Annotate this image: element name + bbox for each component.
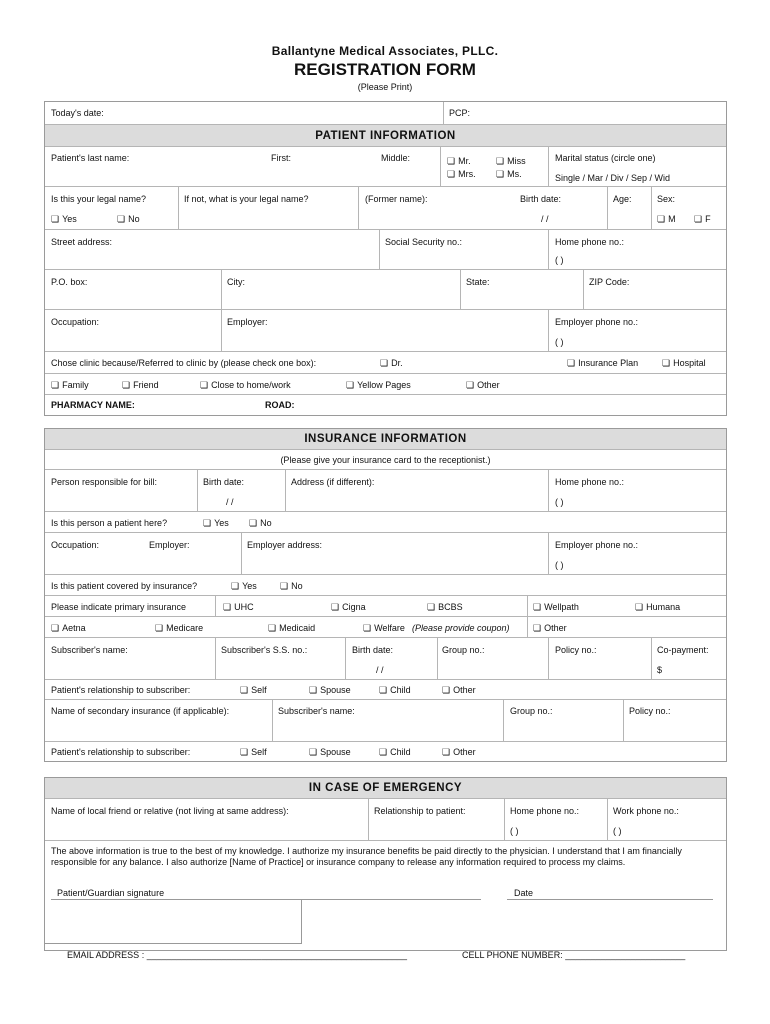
pcp-label[interactable]: PCP: (449, 108, 471, 118)
referral-options-row (45, 373, 726, 394)
policy-no-label[interactable]: Policy no.: (555, 645, 597, 655)
legal-name-label: Is this your legal name? (51, 194, 147, 204)
insurance-other-checkbox[interactable]: ❏ Other (533, 623, 567, 634)
ssn-label[interactable]: Social Security no.: (385, 237, 463, 247)
referral-friend-checkbox[interactable]: ❏ Friend (122, 380, 159, 391)
referral-other-checkbox[interactable]: ❏ Other (466, 380, 500, 391)
legal-name-no-checkbox[interactable]: ❏ No (117, 214, 140, 225)
signature-label: Patient/Guardian signature (57, 888, 165, 898)
referral-insurance-plan-checkbox[interactable]: ❏ Insurance Plan (567, 358, 638, 369)
referral-hospital-checkbox[interactable]: ❏ Hospital (662, 358, 706, 369)
statement-row (45, 840, 726, 950)
covered-no-checkbox[interactable]: ❏ No (280, 581, 303, 592)
patient-section (44, 101, 727, 416)
title-mrs-checkbox[interactable]: ❏ Mrs. (447, 169, 476, 180)
former-name-field[interactable]: (Former name): (365, 194, 428, 204)
insurance-aetna-checkbox[interactable]: ❏ Aetna (51, 623, 86, 634)
birth-date-slashes: / / (541, 214, 549, 224)
home-phone-label[interactable]: Home phone no.: (555, 237, 625, 247)
primary-insurance-label: Please indicate primary insurance (51, 602, 187, 612)
zip-label[interactable]: ZIP Code: (589, 277, 630, 287)
insured-occupation-label[interactable]: Occupation: (51, 540, 100, 550)
insurance-note: (Please give your insurance card to the receptionist.) (280, 455, 491, 465)
date-label: Date (514, 888, 534, 898)
covered-row (45, 574, 726, 595)
insurance-medicare-checkbox[interactable]: ❏ Medicare (155, 623, 203, 634)
emergency-section (44, 777, 727, 951)
emergency-friend-label[interactable]: Name of local friend or relative (not living at same address): (51, 806, 289, 816)
insurance-section-title: INSURANCE INFORMATION (45, 429, 726, 449)
city-label[interactable]: City: (227, 277, 245, 287)
emergency-relationship-label[interactable]: Relationship to patient: (374, 806, 466, 816)
cell-phone-field[interactable]: CELL PHONE NUMBER: ________________________ (462, 950, 686, 960)
insured-employer-label[interactable]: Employer: (149, 540, 190, 550)
insured-occupation-row (45, 532, 726, 574)
relationship-row (45, 679, 726, 699)
insured-employer-phone-parens: ( ) (555, 560, 564, 570)
insurance-medicaid-checkbox[interactable]: ❏ Medicaid (268, 623, 315, 634)
insurance-uhc-checkbox[interactable]: ❏ UHC (223, 602, 254, 613)
employer-label[interactable]: Employer: (227, 317, 268, 327)
employer-phone-label[interactable]: Employer phone no.: (555, 317, 639, 327)
email-address-field[interactable]: EMAIL ADDRESS : ____________________________________________________ (67, 950, 407, 960)
date-line[interactable] (507, 899, 713, 900)
emergency-home-phone-parens: ( ) (510, 826, 519, 836)
emergency-work-phone-label[interactable]: Work phone no.: (613, 806, 679, 816)
signature-box[interactable] (45, 899, 302, 944)
responsible-row (45, 469, 726, 511)
marital-status-options[interactable]: Single / Mar / Div / Sep / Wid (555, 173, 671, 183)
street-row (45, 229, 726, 269)
insurance-wellpath-checkbox[interactable]: ❏ Wellpath (533, 602, 579, 613)
secondary-relationship-row (45, 741, 726, 761)
secondary-child-checkbox[interactable]: ❏ Child (379, 747, 411, 758)
insured-employer-address-label[interactable]: Employer address: (247, 540, 323, 550)
welfare-note: (Please provide coupon) (412, 623, 510, 633)
sex-m-checkbox[interactable]: ❏ M (657, 214, 676, 225)
pharmacy-row (45, 394, 726, 415)
todays-date-label[interactable]: Today's date: (51, 108, 104, 118)
insurance-humana-checkbox[interactable]: ❏ Humana (635, 602, 680, 613)
authorization-statement: The above information is true to the best of my knowledge. I authorize my insurance benefits be paid directly to the physician. I understand that I am financially responsible for any balance. I also authorize [Name of Practice] or insurance company to release any information required to process my claims. (51, 846, 682, 867)
insured-employer-phone-label[interactable]: Employer phone no.: (555, 540, 639, 550)
responsible-birth-date-label[interactable]: Birth date: (203, 477, 245, 487)
subscriber-birth-date-slashes: / / (376, 665, 384, 675)
relationship-spouse-checkbox[interactable]: ❏ Spouse (309, 685, 351, 696)
legal-name-yes-checkbox[interactable]: ❏ Yes (51, 214, 77, 225)
emergency-work-phone-parens: ( ) (613, 826, 622, 836)
insurance-note-row (45, 449, 726, 469)
referral-dr-checkbox[interactable]: ❏ Dr. (380, 358, 403, 369)
secondary-self-checkbox[interactable]: ❏ Self (240, 747, 267, 758)
secondary-insurance-row (45, 699, 726, 741)
secondary-insurance-label[interactable]: Name of secondary insurance (if applicable): (51, 706, 230, 716)
referral-yellow-pages-checkbox[interactable]: ❏ Yellow Pages (346, 380, 411, 391)
middle-name-label[interactable]: Middle: (381, 153, 411, 163)
secondary-subscriber-name-label[interactable]: Subscriber's name: (278, 706, 355, 716)
last-name-label[interactable]: Patient's last name: (51, 153, 130, 163)
emergency-section-title: IN CASE OF EMERGENCY (45, 778, 726, 798)
emergency-home-phone-label[interactable]: Home phone no.: (510, 806, 580, 816)
responsible-home-phone-label[interactable]: Home phone no.: (555, 477, 625, 487)
referral-family-checkbox[interactable]: ❏ Family (51, 380, 89, 391)
insurance-section (44, 428, 727, 762)
covered-label: Is this patient covered by insurance? (51, 581, 198, 591)
legal-name-row (45, 186, 726, 229)
responsible-home-phone-parens: ( ) (555, 497, 564, 507)
title-miss-checkbox[interactable]: ❏ Miss (496, 156, 526, 167)
subscriber-birth-date-label[interactable]: Birth date: (352, 645, 394, 655)
is-patient-row (45, 511, 726, 532)
insurance-bcbs-checkbox[interactable]: ❏ BCBS (427, 602, 463, 613)
occupation-label[interactable]: Occupation: (51, 317, 100, 327)
first-name-label[interactable]: First: (271, 153, 291, 163)
name-row (45, 146, 726, 186)
marital-status-label: Marital status (circle one) (555, 153, 656, 163)
insurance-welfare-checkbox[interactable]: ❏ Welfare (363, 623, 405, 634)
form-title: REGISTRATION FORM (294, 60, 476, 79)
birth-date-label[interactable]: Birth date: (520, 194, 562, 204)
responsible-label[interactable]: Person responsible for bill: (51, 477, 158, 487)
secondary-relationship-label: Patient's relationship to subscriber: (51, 747, 191, 757)
title-ms-checkbox[interactable]: ❏ Ms. (496, 169, 522, 180)
insurance-cigna-checkbox[interactable]: ❏ Cigna (331, 602, 366, 613)
responsible-birth-date-slashes: / / (226, 497, 234, 507)
copayment-label[interactable]: Co-payment: (657, 645, 709, 655)
covered-yes-checkbox[interactable]: ❏ Yes (231, 581, 257, 592)
subscriber-row (45, 637, 726, 679)
age-label[interactable]: Age: (613, 194, 632, 204)
state-label[interactable]: State: (466, 277, 490, 287)
group-no-label[interactable]: Group no.: (442, 645, 485, 655)
chose-clinic-label: Chose clinic because/Referred to clinic by (please check one box): (51, 358, 317, 368)
sex-label: Sex: (657, 194, 676, 204)
secondary-spouse-checkbox[interactable]: ❏ Spouse (309, 747, 351, 758)
secondary-policy-no-label[interactable]: Policy no.: (629, 706, 671, 716)
pharmacy-road-label[interactable]: ROAD: (265, 400, 295, 410)
title-mr-checkbox[interactable]: ❏ Mr. (447, 156, 471, 167)
relationship-label: Patient's relationship to subscriber: (51, 685, 191, 695)
insurance-types-row (45, 616, 726, 637)
legal-name-field[interactable]: If not, what is your legal name? (184, 194, 309, 204)
sex-f-checkbox[interactable]: ❏ F (694, 214, 711, 225)
relationship-other-checkbox[interactable]: ❏ Other (442, 685, 476, 696)
is-patient-label: Is this person a patient here? (51, 518, 168, 528)
form-subtitle: (Please Print) (357, 82, 413, 92)
po-box-row (45, 269, 726, 309)
company-name: Ballantyne Medical Associates, PLLC. (271, 44, 499, 58)
home-phone-parens: ( ) (555, 255, 564, 265)
pharmacy-name-label[interactable]: PHARMACY NAME: (51, 400, 135, 410)
copayment-dollar: $ (657, 665, 663, 675)
subscriber-ssn-label[interactable]: Subscriber's S.S. no.: (221, 645, 308, 655)
secondary-other-checkbox[interactable]: ❏ Other (442, 747, 476, 758)
po-box-label[interactable]: P.O. box: (51, 277, 88, 287)
subscriber-name-label[interactable]: Subscriber's name: (51, 645, 128, 655)
occupation-row (45, 309, 726, 351)
responsible-address-label[interactable]: Address (if different): (291, 477, 375, 487)
street-address-label[interactable]: Street address: (51, 237, 113, 247)
is-patient-no-checkbox[interactable]: ❏ No (249, 518, 272, 529)
referral-close-home-checkbox[interactable]: ❏ Close to home/work (200, 380, 291, 391)
secondary-group-no-label[interactable]: Group no.: (510, 706, 553, 716)
emergency-contact-row (45, 798, 726, 840)
chose-clinic-row (45, 351, 726, 373)
patient-section-title: PATIENT INFORMATION (45, 124, 726, 146)
is-patient-yes-checkbox[interactable]: ❏ Yes (203, 518, 229, 529)
primary-insurance-row (45, 595, 726, 616)
employer-phone-parens: ( ) (555, 337, 564, 347)
relationship-child-checkbox[interactable]: ❏ Child (379, 685, 411, 696)
relationship-self-checkbox[interactable]: ❏ Self (240, 685, 267, 696)
todays-date-row (45, 102, 726, 124)
